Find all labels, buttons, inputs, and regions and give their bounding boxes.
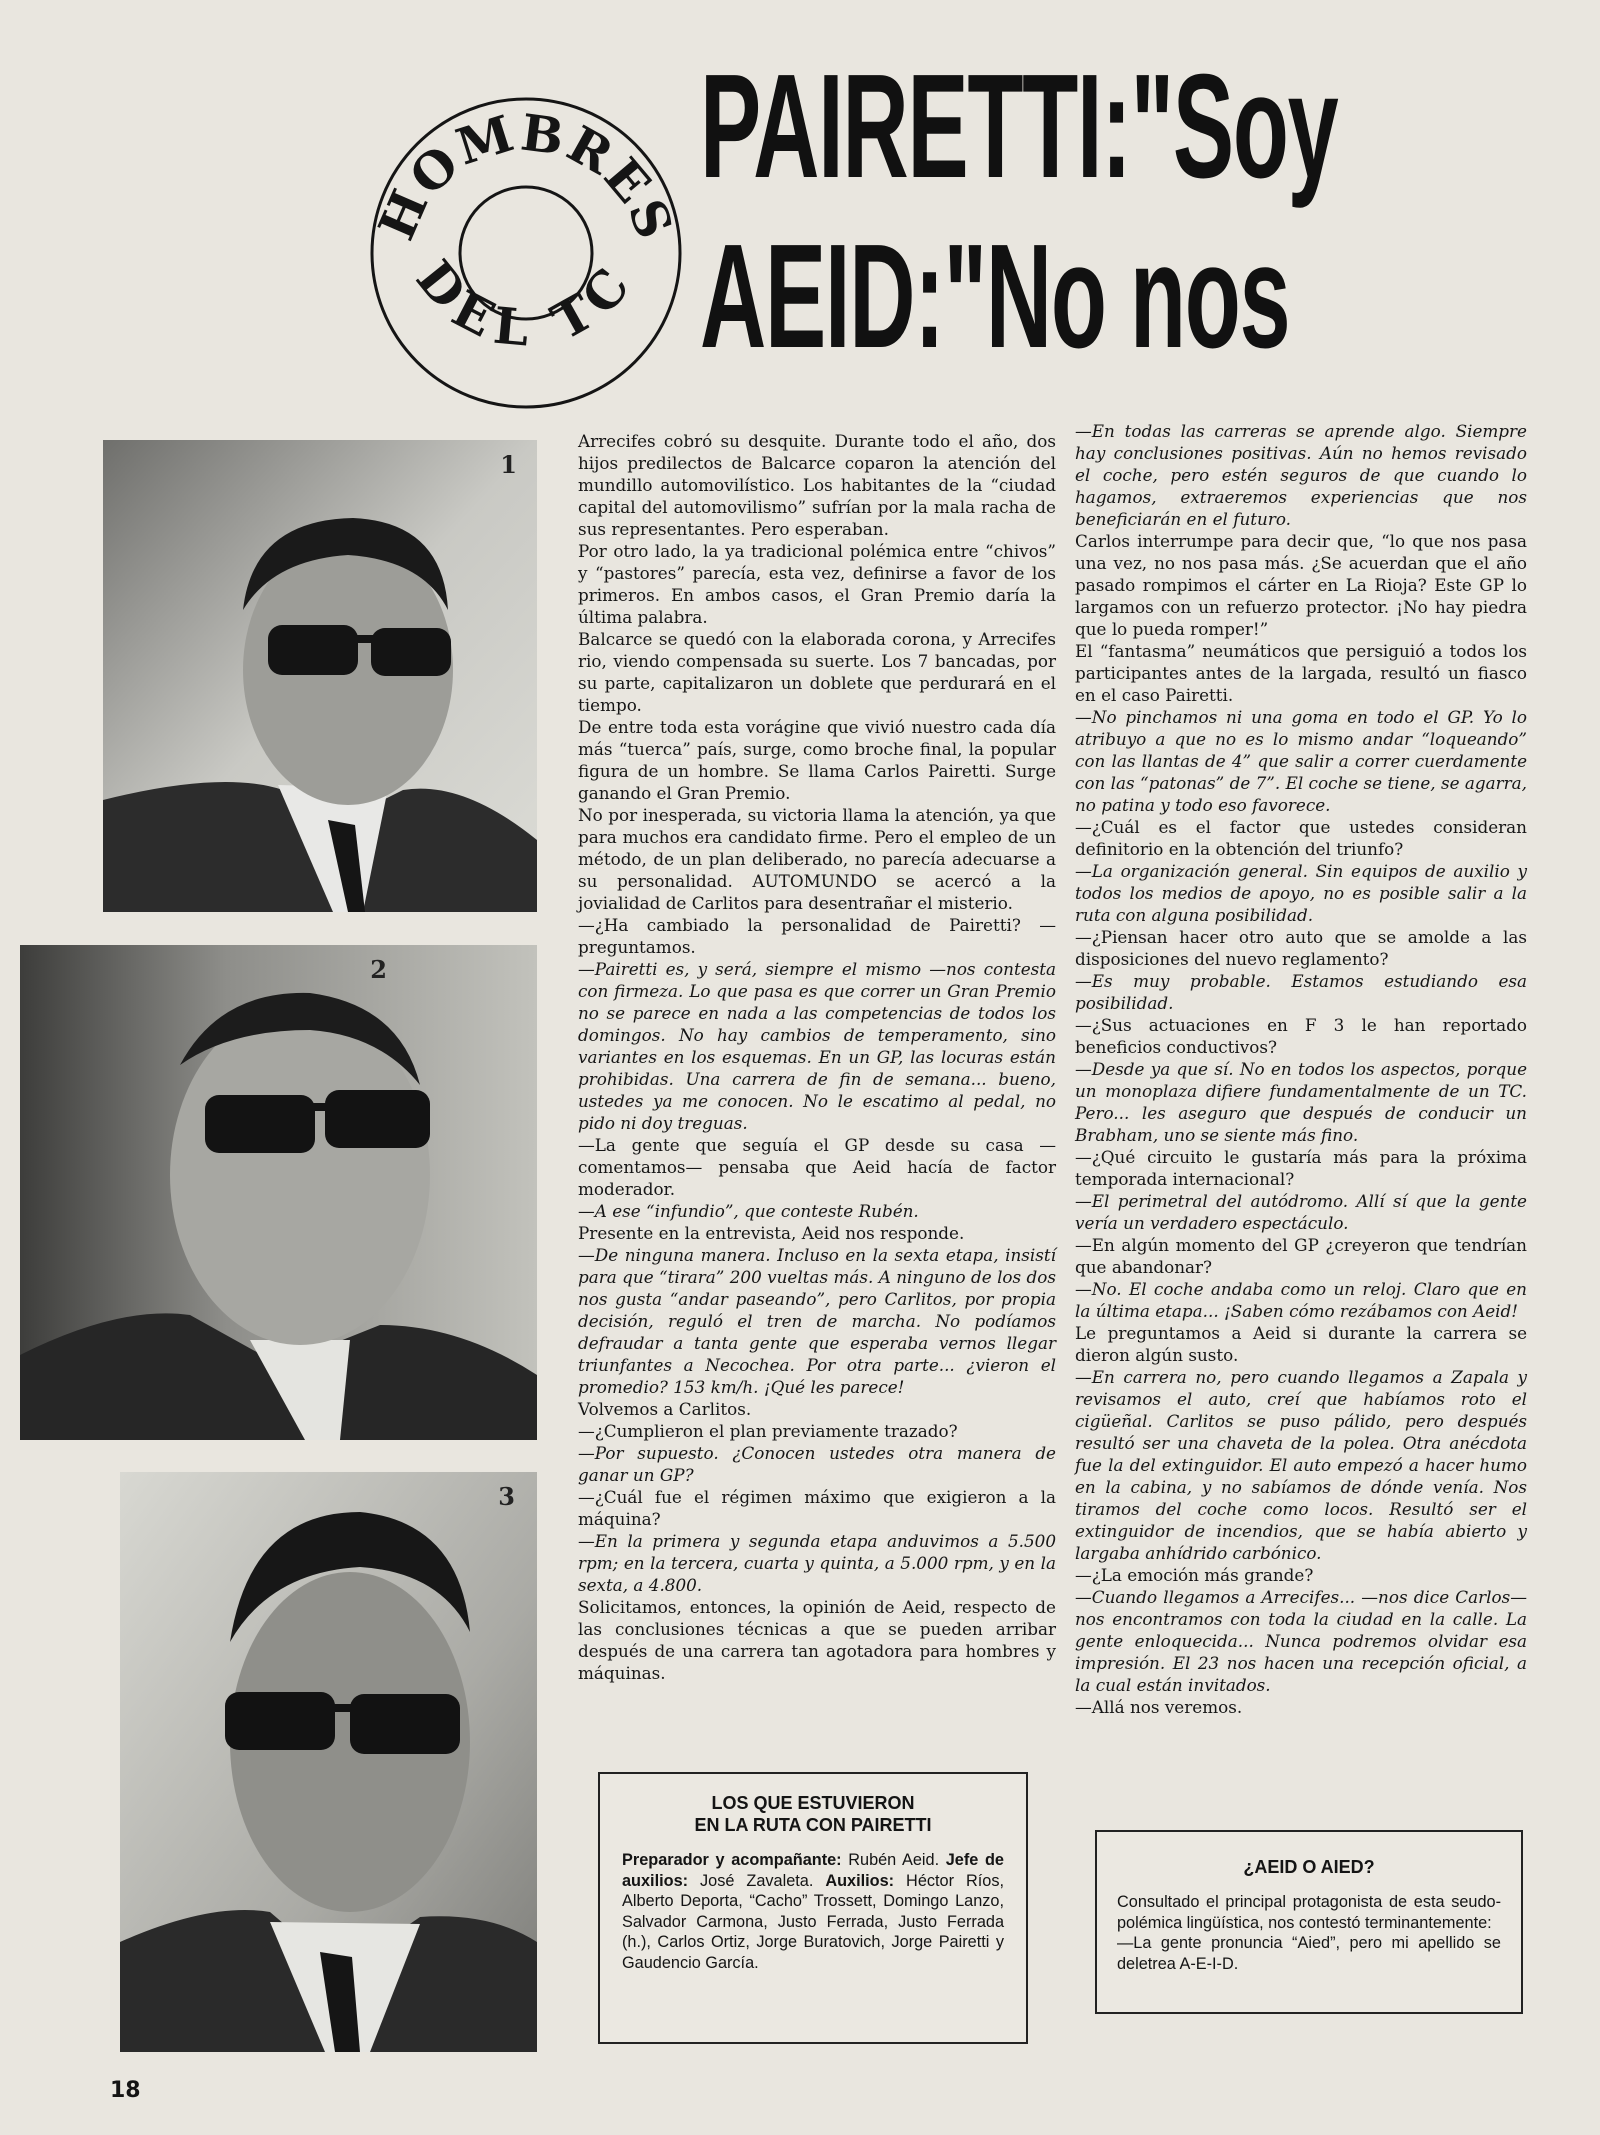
- paragraph: —En la primera y segunda etapa anduvimos a 5.500 rpm; en la tercera, cuarta y quinta, a 5.000 rpm, y en la sexta, a 4.800.: [578, 1531, 1056, 1595]
- emblem-bottom-text: DEL TC: [404, 249, 647, 359]
- paragraph: —La gente que seguía el GP desde su casa —comentamos— pensaba que Aeid hacía de factor moderador.: [578, 1135, 1056, 1199]
- article-column-b: [1075, 420, 1527, 1718]
- photo-number-1: 1: [500, 450, 517, 479]
- paragraph: —La organización general. Sin equipos de auxilio y todos los medios de apoyo, no es posible salir a la ruta con alguna posibilidad.: [1075, 861, 1527, 925]
- crew-box: [598, 1772, 1028, 2044]
- paragraph: —Pairetti es, y será, siempre el mismo —nos contesta con firmeza. Lo que pasa es que correr un Gran Premio no se parece en nada a las competencias de todos los domingos. No hay cambios de temperamento, sino variantes en los esquemas. En un GP, las locuras están prohibidas. Una carrera de fin de semana... bueno, ustedes ya me conocen. No le escatimo al pedal, no pido ni doy treguas.: [578, 959, 1056, 1133]
- article-column-a: [578, 430, 1056, 1684]
- paragraph: Balcarce se quedó con la elaborada corona, y Arrecifes rio, viendo compensada su suerte. Los 7 bancadas, por su parte, capitalizaron un doblete que perdurará en el tiempo.: [578, 629, 1056, 715]
- paragraph: —Allá nos veremos.: [1075, 1697, 1243, 1717]
- photo-number-3: 3: [498, 1482, 515, 1511]
- emblem-top-text: HOMBRES: [368, 102, 683, 249]
- paragraph: —No pinchamos ni una goma en todo el GP. Yo lo atribuyo a que no es lo mismo andar “loqueando” con las llantas de 4” que salir a correr cuerdamente con las “patonas” de 7”. El coche se tiene, se agarra, no patina y todo eso favorece.: [1075, 707, 1527, 815]
- photo-number-2: 2: [370, 955, 387, 984]
- paragraph: Carlos interrumpe para decir que, “lo que nos pasa una vez, no nos pasa más. ¿Se acuerdan que el año pasado rompimos el cárter en La Rioja? Este GP lo largamos con un refuerzo protector. ¡No hay piedra que lo pueda romper!”: [1075, 531, 1527, 639]
- photo-3: [120, 1472, 537, 2052]
- section-emblem: [368, 95, 683, 410]
- paragraph: —A ese “infundio”, que conteste Rubén.: [578, 1201, 919, 1221]
- paragraph: Le preguntamos a Aeid si durante la carrera se dieron algún susto.: [1075, 1323, 1527, 1365]
- photo-1: [103, 440, 537, 912]
- paragraph: —De ninguna manera. Incluso en la sexta etapa, insistí para que “tirara” 200 vueltas más. A ninguno de los dos nos gusta “andar paseando”, pero Carlitos, por propia decisión, reguló el tren de marcha. No podíamos defraudar a tanta gente que esperaba vernos llegar triunfantes a Necochea. Por otra parte... ¿vieron el promedio? 153 km/h. ¡Qué les parece!: [578, 1245, 1056, 1397]
- photo-2: [20, 945, 537, 1440]
- paragraph: Volvemos a Carlitos.: [578, 1399, 752, 1419]
- paragraph: No por inesperada, su victoria llama la atención, ya que para muchos era candidato firme. Pero el empleo de un método, de un plan deliberado, no parecía adecuarse a su personalidad. AUTOMUNDO se acercó a la jovialidad de Carlitos para desentrañar el misterio.: [578, 805, 1056, 913]
- name-box-title: ¿AEID O AIED?: [1243, 1857, 1375, 1877]
- paragraph: —¿La emoción más grande?: [1075, 1565, 1314, 1585]
- paragraph: Presente en la entrevista, Aeid nos responde.: [578, 1223, 965, 1243]
- paragraph: —No. El coche andaba como un reloj. Claro que en la última etapa... ¡Saben cómo rezábamos con Aeid!: [1075, 1279, 1527, 1321]
- paragraph: —En todas las carreras se aprende algo. Siempre hay conclusiones positivas. Aún no hemos revisado el coche, pero estén seguros de que cuando lo hagamos, extraeremos experiencias que nos beneficiarán en el futuro.: [1075, 421, 1527, 529]
- paragraph: Solicitamos, entonces, la opinión de Aeid, respecto de las conclusiones técnicas a que se pueden arribar después de una carrera tan agotadora para hombres y máquinas.: [578, 1597, 1056, 1683]
- paragraph: De entre toda esta vorágine que vivió nuestro cada día más “tuerca” país, surge, como broche final, la popular figura de un hombre. Se llama Carlos Pairetti. Surge ganando el Gran Premio.: [578, 717, 1056, 803]
- paragraph: —¿Qué circuito le gustaría más para la próxima temporada internacional?: [1075, 1147, 1527, 1189]
- paragraph: —¿Cuál es el factor que ustedes consideran definitorio en la obtención del triunfo?: [1075, 817, 1527, 859]
- paragraph: Arrecifes cobró su desquite. Durante todo el año, dos hijos predilectos de Balcarce coparon la atención del mundillo automovilístico. Los habitantes de la “ciudad capital del automovilismo” sufrían por la mala racha de sus representantes. Pero esperaban.: [578, 431, 1056, 539]
- paragraph: —¿Cumplieron el plan previamente trazado?: [578, 1421, 958, 1441]
- paragraph: —Es muy probable. Estamos estudiando esa posibilidad.: [1075, 971, 1527, 1013]
- paragraph: —Cuando llegamos a Arrecifes... —nos dice Carlos— nos encontramos con toda la ciudad en la calle. La gente enloquecida... Nunca podremos olvidar esa impresión. El 23 nos hacen una recepción oficial, a la cual están invitados.: [1075, 1587, 1527, 1695]
- crew-box-text: Preparador y acompañante: Rubén Aeid. Jefe de auxilios: José Zavaleta. Auxilios: Héctor Ríos, Alberto Deporta, “Cacho” Trossett, Domingo Lanzo, Salvador Carmona, Justo Ferrada, Justo Ferrada (h.), Carlos Ortiz, Jorge Buratovich, Jorge Pairetti y Gaudencio García.: [622, 1851, 1004, 1972]
- headline-line-2: AEID:"No nos: [700, 214, 1290, 379]
- paragraph: —¿Cuál fue el régimen máximo que exigieron a la máquina?: [578, 1487, 1056, 1529]
- crew-box-title: LOS QUE ESTUVIERON EN LA RUTA CON PAIRETTI: [694, 1793, 932, 1835]
- name-box-intro: Consultado el principal protagonista de esta seudo-polémica lingüística, nos contestó terminantemente:: [1117, 1893, 1501, 1932]
- paragraph: Por otro lado, la ya tradicional polémica entre “chivos” y “pastores” parecía, esta vez, definirse a favor de los primeros. En ambos casos, el Gran Premio daría la última palabra.: [578, 541, 1056, 627]
- paragraph: —Por supuesto. ¿Conocen ustedes otra manera de ganar un GP?: [578, 1443, 1056, 1485]
- paragraph: —¿Piensan hacer otro auto que se amolde a las disposiciones del nuevo reglamento?: [1075, 927, 1527, 969]
- paragraph: —El perimetral del autódromo. Allí sí que la gente vería un verdadero espectáculo.: [1075, 1191, 1527, 1233]
- name-box: [1095, 1830, 1523, 2014]
- paragraph: —¿Sus actuaciones en F 3 le han reportado beneficios conductivos?: [1075, 1015, 1527, 1057]
- name-box-quote: —La gente pronuncia “Aied”, pero mi apellido se deletrea A-E-I-D.: [1117, 1934, 1501, 1973]
- emblem-circle-icon: [368, 95, 683, 410]
- page-number: 18: [110, 2078, 141, 2103]
- headline-line-1: PAIRETTI:"Soy: [700, 44, 1338, 209]
- paragraph: —En algún momento del GP ¿creyeron que tendrían que abandonar?: [1075, 1235, 1527, 1277]
- paragraph: El “fantasma” neumáticos que persiguió a todos los participantes antes de la largada, resultó un fiasco en el caso Pairetti.: [1075, 641, 1527, 705]
- paragraph: —¿Ha cambiado la personalidad de Pairetti? —preguntamos.: [578, 915, 1056, 957]
- paragraph: —Desde ya que sí. No en todos los aspectos, porque un monoplaza difiere fundamentalmente de un TC. Pero... les aseguro que después de conducir un Brabham, uno se siente más fino.: [1075, 1059, 1527, 1145]
- paragraph: —En carrera no, pero cuando llegamos a Zapala y revisamos el auto, creí que habíamos roto el cigüeñal. Carlitos se puso pálido, pero después resultó ser una chaveta de la polea. Otra anécdota fue la del extinguidor. El auto empezó a hacer humo en la cabina, y no sabíamos de dónde venía. Nos tiramos del coche como locos. Resultó ser el extinguidor de incendios, que se había abierto y largaba anhídrido carbónico.: [1075, 1367, 1527, 1563]
